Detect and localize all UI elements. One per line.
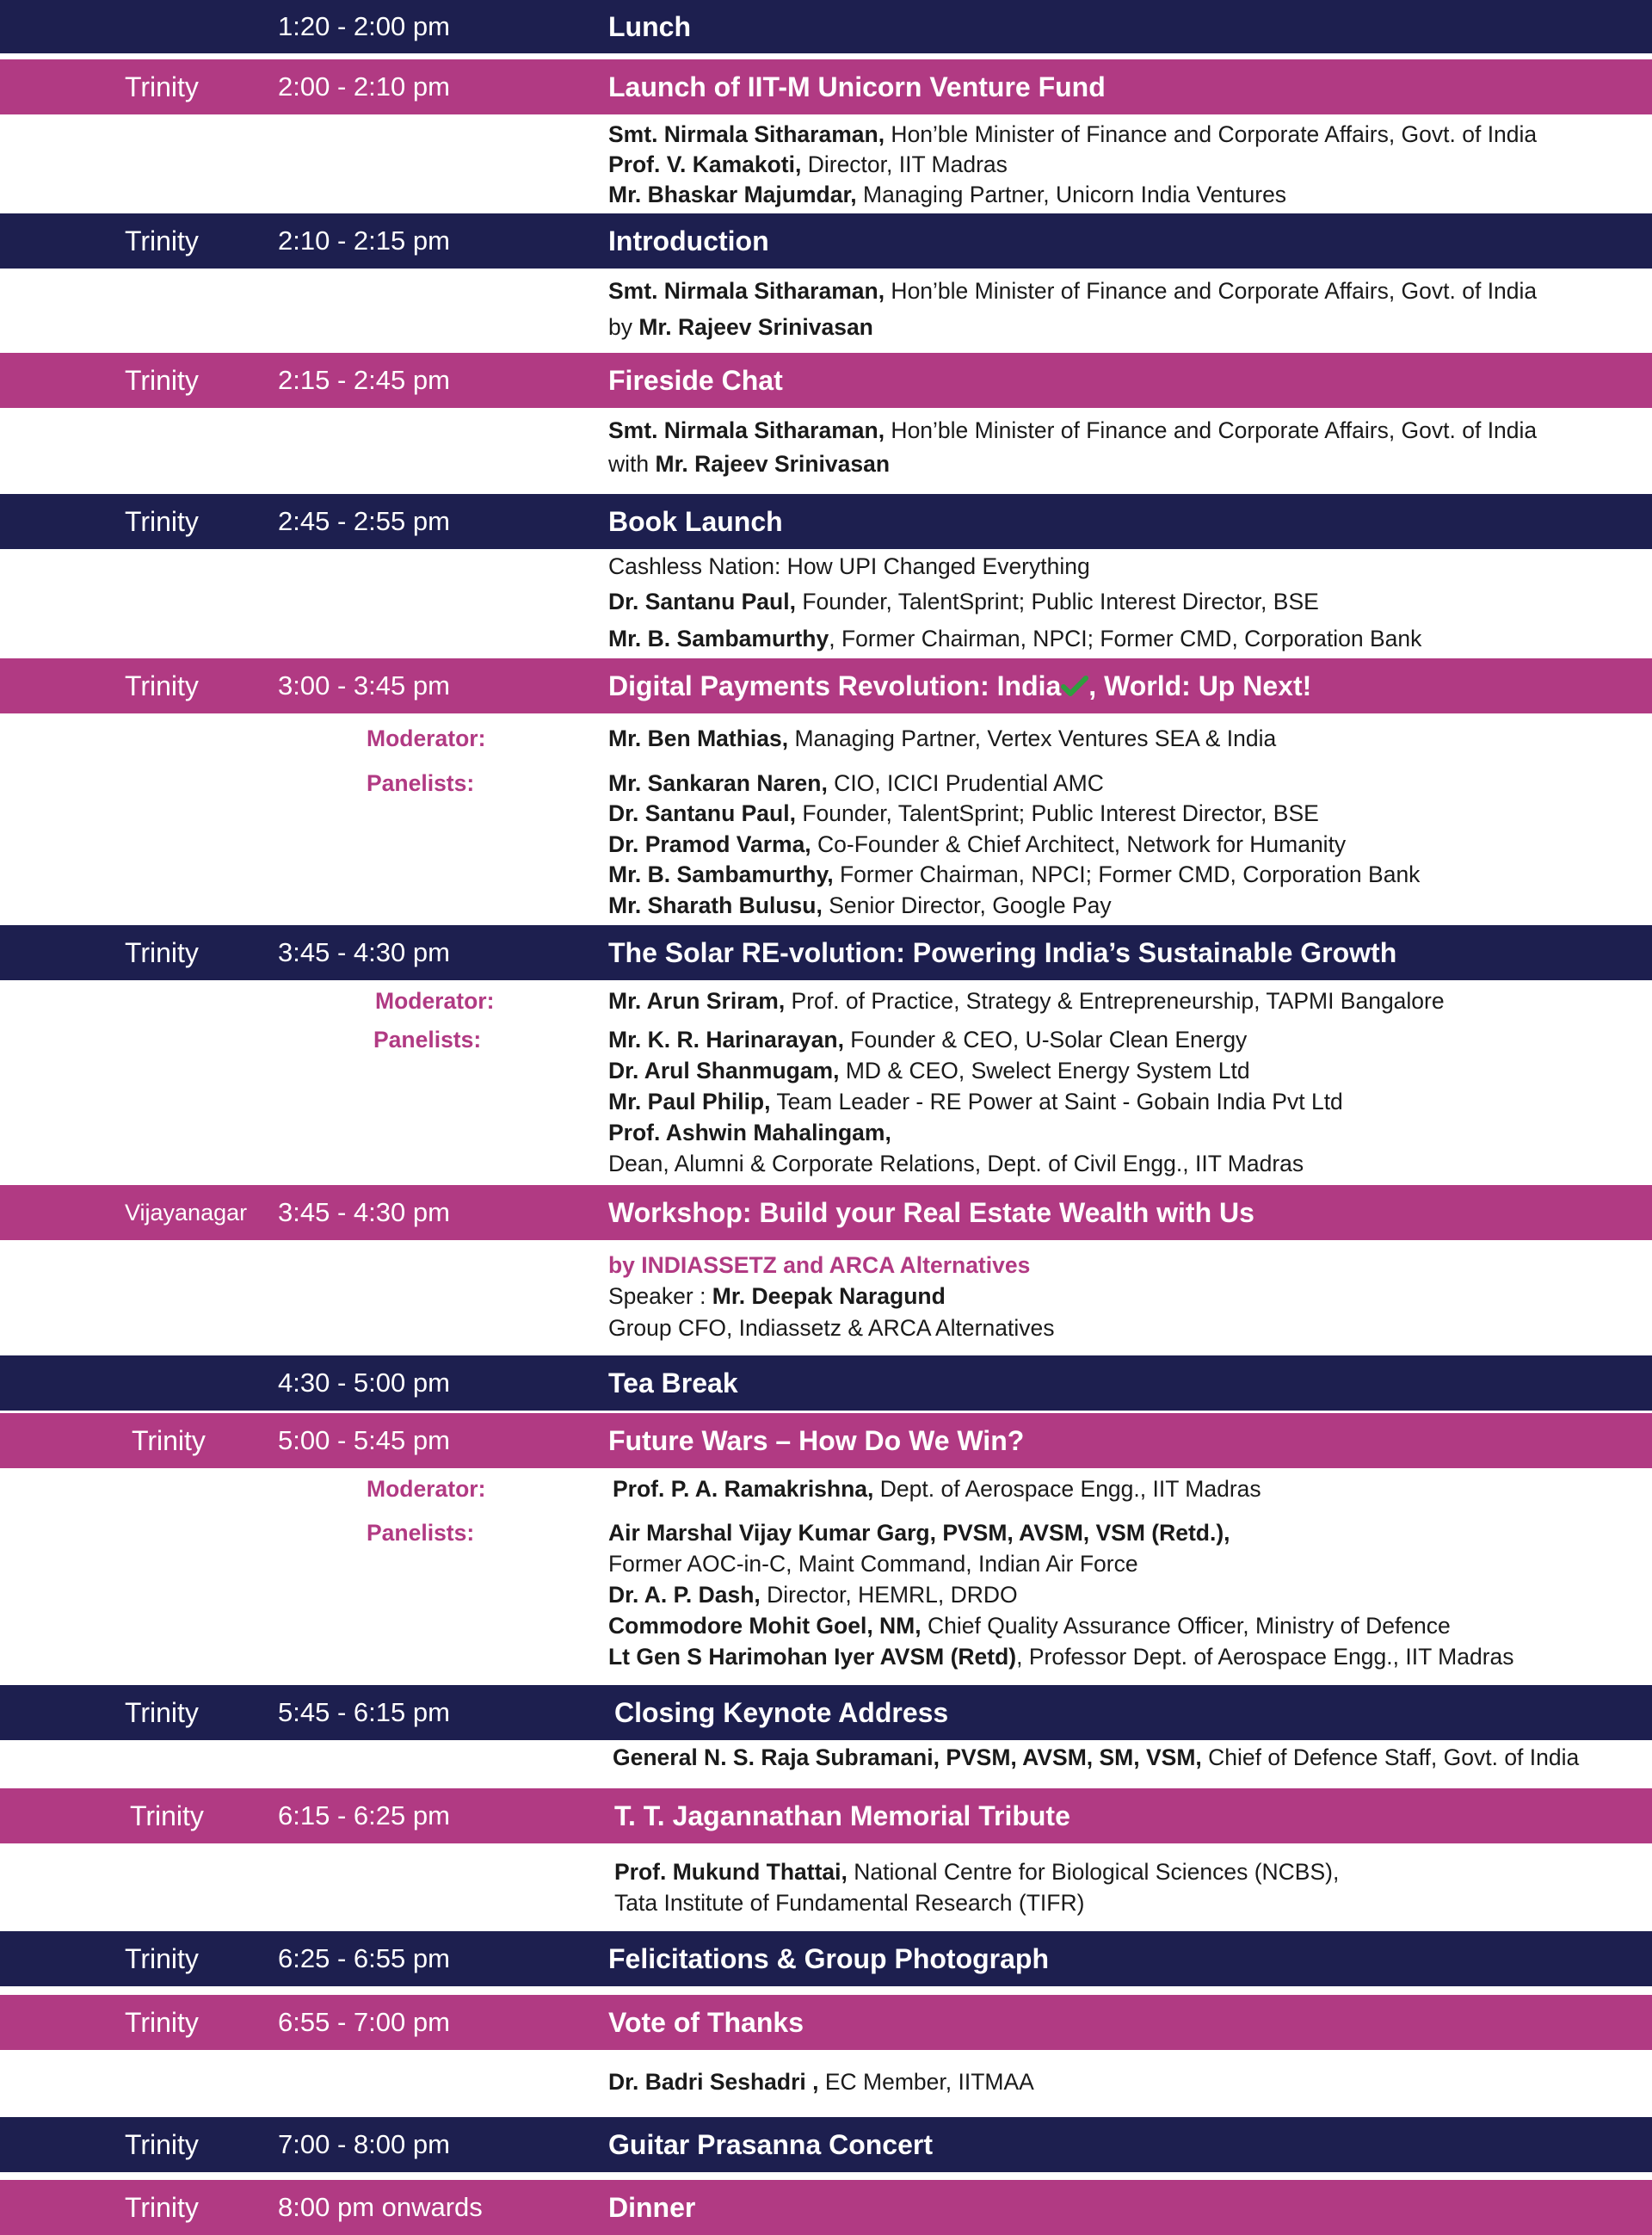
session-venue: Trinity	[125, 71, 199, 102]
speaker-line: Smt. Nirmala Sitharaman, Hon’ble Minister of Finance and Corporate Affairs, Govt. of India	[608, 417, 1538, 443]
speaker-line: with Mr. Rajeev Srinivasan	[608, 451, 891, 477]
speaker-line: Air Marshal Vijay Kumar Garg, PVSM, AVSM, VSM (Retd.),	[608, 1520, 1230, 1546]
speaker-line: General N. S. Raja Subramani, PVSM, AVSM, SM, VSM, Chief of Defence Staff, Govt. of India	[613, 1744, 1580, 1770]
speaker-line: Group CFO, Indiassetz & ARCA Alternatives	[608, 1315, 1055, 1341]
speaker-line: Mr. B. Sambamurthy, Former Chairman, NPCI; Former CMD, Corporation Bank	[608, 626, 1422, 651]
session-title: Closing Keynote Address	[614, 1696, 949, 1728]
session-title: Vote of Thanks	[608, 2006, 804, 2038]
session-header-solar	[0, 925, 1652, 980]
workshop-host: by INDIASSETZ and ARCA Alternatives	[608, 1252, 1031, 1278]
session-header-fireside-chat	[0, 353, 1652, 408]
session-header-digital-payments	[0, 658, 1652, 713]
session-venue: Trinity	[125, 2191, 199, 2223]
session-time: 5:45 - 6:15 pm	[278, 1697, 450, 1727]
session-header-workshop	[0, 1185, 1652, 1240]
speaker-line: Mr. K. R. Harinarayan, Founder & CEO, U-Solar Clean Energy	[608, 1027, 1248, 1053]
session-header-lunch	[0, 0, 1652, 53]
panelists-label: Panelists:	[373, 1027, 482, 1053]
speaker-line: by Mr. Rajeev Srinivasan	[608, 314, 873, 340]
speaker-line: Mr. Ben Mathias, Managing Partner, Vertex Ventures SEA & India	[608, 725, 1277, 751]
session-header-introduction	[0, 213, 1652, 269]
session-title: Guitar Prasanna Concert	[608, 2128, 933, 2160]
speaker-line: Smt. Nirmala Sitharaman, Hon’ble Minister of Finance and Corporate Affairs, Govt. of India	[608, 278, 1538, 304]
session-time: 7:00 - 8:00 pm	[278, 2129, 450, 2159]
session-time: 3:00 - 3:45 pm	[278, 670, 450, 701]
speaker-line: Prof. Ashwin Mahalingam,	[608, 1120, 891, 1145]
speaker-line: Tata Institute of Fundamental Research (TIFR)	[614, 1890, 1085, 1916]
session-title: T. T. Jagannathan Memorial Tribute	[614, 1800, 1070, 1831]
speaker-line: Mr. B. Sambamurthy, Former Chairman, NPCI; Former CMD, Corporation Bank	[608, 861, 1421, 887]
speaker-line: Prof. P. A. Ramakrishna, Dept. of Aerospace Engg., IIT Madras	[613, 1476, 1261, 1502]
moderator-label: Moderator:	[367, 725, 486, 751]
session-title: Tea Break	[608, 1367, 738, 1398]
session-title: Lunch	[608, 10, 691, 42]
speaker-line: Dr. Arul Shanmugam, MD & CEO, Swelect Energy System Ltd	[608, 1058, 1250, 1084]
green-checkmark-icon	[1061, 675, 1088, 697]
speaker-line: Smt. Nirmala Sitharaman, Hon’ble Minister of Finance and Corporate Affairs, Govt. of India	[608, 121, 1538, 147]
session-title: Workshop: Build your Real Estate Wealth with Us	[608, 1196, 1254, 1228]
session-venue: Trinity	[125, 2128, 199, 2160]
session-title: Launch of IIT-M Unicorn Venture Fund	[608, 71, 1106, 102]
session-time: 8:00 pm onwards	[278, 2192, 483, 2222]
speaker-line: Former AOC-in-C, Maint Command, Indian Air Force	[608, 1551, 1138, 1577]
session-time: 2:10 - 2:15 pm	[278, 225, 450, 256]
session-time: 6:25 - 6:55 pm	[278, 1943, 450, 1973]
session-header-book-launch	[0, 494, 1652, 549]
session-title: Felicitations & Group Photograph	[608, 1942, 1049, 1974]
session-header-vote-of-thanks	[0, 1995, 1652, 2050]
speaker-line: Dr. A. P. Dash, Director, HEMRL, DRDO	[608, 1582, 1018, 1608]
speaker-line: Mr. Arun Sriram, Prof. of Practice, Strategy & Entrepreneurship, TAPMI Bangalore	[608, 988, 1445, 1014]
session-header-memorial-tribute	[0, 1788, 1652, 1843]
session-title: The Solar RE-volution: Powering India’s Sustainable Growth	[608, 936, 1397, 968]
session-title: Fireside Chat	[608, 364, 783, 396]
speaker-line: Mr. Paul Philip, Team Leader - RE Power at Saint - Gobain India Pvt Ltd	[608, 1089, 1343, 1114]
speaker-line: Prof. V. Kamakoti, Director, IIT Madras	[608, 151, 1008, 177]
session-time: 4:30 - 5:00 pm	[278, 1368, 450, 1398]
speaker-line: Lt Gen S Harimohan Iyer AVSM (Retd), Professor Dept. of Aerospace Engg., IIT Madras	[608, 1644, 1514, 1670]
session-venue: Trinity	[125, 364, 199, 396]
session-title: Digital Payments Revolution: India , World: Up Next!	[608, 670, 1312, 701]
session-venue: Trinity	[130, 1800, 204, 1831]
session-time: 3:45 - 4:30 pm	[278, 1197, 450, 1227]
speaker-line: Mr. Sankaran Naren, CIO, ICICI Prudential AMC	[608, 770, 1104, 796]
session-venue: Trinity	[132, 1424, 206, 1456]
speaker-line: Dr. Pramod Varma, Co-Founder & Chief Architect, Network for Humanity	[608, 831, 1347, 857]
session-time: 3:45 - 4:30 pm	[278, 937, 450, 967]
moderator-label: Moderator:	[375, 988, 495, 1014]
session-header-concert	[0, 2117, 1652, 2172]
session-title: Dinner	[608, 2191, 696, 2223]
session-venue: Trinity	[125, 936, 199, 968]
speaker-line: Dr. Santanu Paul, Founder, TalentSprint; Public Interest Director, BSE	[608, 589, 1319, 614]
session-header-dinner	[0, 2180, 1652, 2235]
speaker-line: Dr. Badri Seshadri , EC Member, IITMAA	[608, 2069, 1034, 2095]
session-header-future-wars	[0, 1413, 1652, 1468]
session-venue: Trinity	[125, 225, 199, 256]
session-venue: Vijayanagar	[125, 1199, 248, 1226]
session-venue: Trinity	[125, 670, 199, 701]
panelists-label: Panelists:	[367, 1520, 475, 1546]
session-venue: Trinity	[125, 505, 199, 537]
book-title: Cashless Nation: How UPI Changed Everything	[608, 553, 1090, 579]
session-header-tea-break	[0, 1355, 1652, 1411]
speaker-line: Mr. Sharath Bulusu, Senior Director, Google Pay	[608, 892, 1112, 918]
speaker-line: Prof. Mukund Thattai, National Centre for Biological Sciences (NCBS),	[614, 1859, 1340, 1885]
session-venue: Trinity	[125, 1942, 199, 1974]
session-title: Introduction	[608, 225, 769, 256]
session-time: 1:20 - 2:00 pm	[278, 11, 450, 41]
session-time: 6:15 - 6:25 pm	[278, 1800, 450, 1831]
speaker-line: Mr. Bhaskar Majumdar, Managing Partner, Unicorn India Ventures	[608, 182, 1287, 207]
panelists-label: Panelists:	[367, 770, 475, 796]
session-venue: Trinity	[125, 2006, 199, 2038]
speaker-line: Speaker : Mr. Deepak Naragund	[608, 1283, 946, 1309]
session-header-closing-keynote	[0, 1685, 1652, 1740]
speaker-line: Dr. Santanu Paul, Founder, TalentSprint; Public Interest Director, BSE	[608, 800, 1319, 826]
session-time: 6:55 - 7:00 pm	[278, 2007, 450, 2037]
session-title: Book Launch	[608, 505, 783, 537]
session-title: Future Wars – How Do We Win?	[608, 1424, 1025, 1456]
session-time: 2:00 - 2:10 pm	[278, 71, 450, 102]
session-time: 2:15 - 2:45 pm	[278, 365, 450, 395]
session-venue: Trinity	[125, 1696, 199, 1728]
session-header-fund-launch	[0, 59, 1652, 114]
speaker-line: Dean, Alumni & Corporate Relations, Dept. of Civil Engg., IIT Madras	[608, 1151, 1304, 1176]
session-time: 2:45 - 2:55 pm	[278, 506, 450, 536]
speaker-line: Commodore Mohit Goel, NM, Chief Quality Assurance Officer, Ministry of Defence	[608, 1613, 1451, 1639]
session-time: 5:00 - 5:45 pm	[278, 1425, 450, 1455]
moderator-label: Moderator:	[367, 1476, 486, 1502]
session-header-felicitations	[0, 1931, 1652, 1986]
